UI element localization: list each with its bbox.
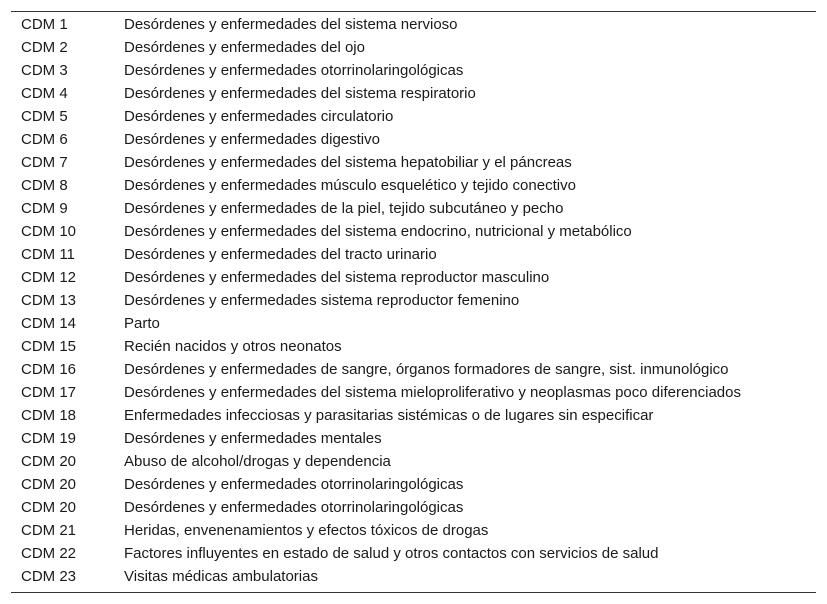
table-row: [11, 266, 816, 289]
cdm-description-cell: Desórdenes y enfermedades sistema reproductor femenino: [124, 292, 520, 309]
table-row: [11, 289, 816, 312]
cdm-description-cell: Desórdenes y enfermedades circulatorio: [124, 108, 394, 125]
cdm-table-body: [11, 13, 816, 588]
cdm-code-cell: CDM 6: [21, 131, 68, 148]
cdm-code-cell: CDM 16: [21, 361, 77, 378]
cdm-code-cell: CDM 17: [21, 384, 77, 401]
cdm-code-cell: CDM 12: [21, 269, 77, 286]
cdm-description-cell: Desórdenes y enfermedades de sangre, órganos formadores de sangre, sist. inmunológico: [124, 361, 729, 378]
table-row: [11, 427, 816, 450]
cdm-code-cell: CDM 18: [21, 407, 77, 424]
cdm-description-cell: Desórdenes y enfermedades otorrinolaringológicas: [124, 476, 464, 493]
cdm-table-container: [11, 11, 816, 593]
cdm-code-cell: CDM 15: [21, 338, 77, 355]
table-row: [11, 542, 816, 565]
cdm-description-cell: Desórdenes y enfermedades del sistema nervioso: [124, 16, 458, 33]
cdm-description-cell: Desórdenes y enfermedades del sistema endocrino, nutricional y metabólico: [124, 223, 632, 240]
cdm-code-cell: CDM 10: [21, 223, 77, 240]
table-row: [11, 473, 816, 496]
table-row: [11, 128, 816, 151]
cdm-description-cell: Factores influyentes en estado de salud y otros contactos con servicios de salud: [124, 545, 659, 562]
cdm-description-cell: Desórdenes y enfermedades otorrinolaringológicas: [124, 62, 464, 79]
table-row: [11, 358, 816, 381]
table-row: [11, 174, 816, 197]
table-row: [11, 496, 816, 519]
cdm-code-cell: CDM 20: [21, 453, 77, 470]
cdm-code-cell: CDM 14: [21, 315, 77, 332]
cdm-description-cell: Desórdenes y enfermedades mentales: [124, 430, 382, 447]
cdm-description-cell: Desórdenes y enfermedades del sistema reproductor masculino: [124, 269, 550, 286]
table-row: [11, 220, 816, 243]
cdm-description-cell: Enfermedades infecciosas y parasitarias sistémicas o de lugares sin especificar: [124, 407, 654, 424]
cdm-description-cell: Visitas médicas ambulatorias: [124, 568, 318, 585]
cdm-code-cell: CDM 5: [21, 108, 68, 125]
table-row: [11, 519, 816, 542]
table-row: [11, 312, 816, 335]
cdm-description-cell: Abuso de alcohol/drogas y dependencia: [124, 453, 391, 470]
table-row: [11, 381, 816, 404]
table-row: [11, 335, 816, 358]
cdm-description-cell: Desórdenes y enfermedades del sistema hepatobiliar y el páncreas: [124, 154, 572, 171]
cdm-description-cell: Desórdenes y enfermedades digestivo: [124, 131, 380, 148]
cdm-code-cell: CDM 9: [21, 200, 68, 217]
table-row: [11, 197, 816, 220]
cdm-code-cell: CDM 22: [21, 545, 77, 562]
cdm-code-cell: CDM 20: [21, 476, 77, 493]
cdm-code-cell: CDM 2: [21, 39, 68, 56]
table-row: [11, 243, 816, 266]
cdm-description-cell: Recién nacidos y otros neonatos: [124, 338, 342, 355]
cdm-code-cell: CDM 20: [21, 499, 77, 516]
cdm-description-cell: Desórdenes y enfermedades otorrinolaringológicas: [124, 499, 464, 516]
cdm-description-cell: Desórdenes y enfermedades músculo esquelético y tejido conectivo: [124, 177, 576, 194]
cdm-description-cell: Parto: [124, 315, 160, 332]
cdm-code-cell: CDM 11: [21, 246, 75, 263]
cdm-code-cell: CDM 8: [21, 177, 68, 194]
cdm-code-cell: CDM 19: [21, 430, 77, 447]
cdm-description-cell: Heridas, envenenamientos y efectos tóxicos de drogas: [124, 522, 489, 539]
cdm-description-cell: Desórdenes y enfermedades del sistema respiratorio: [124, 85, 476, 102]
table-row: [11, 59, 816, 82]
table-row: [11, 105, 816, 128]
cdm-code-cell: CDM 7: [21, 154, 68, 171]
table-row: [11, 36, 816, 59]
table-row: [11, 151, 816, 174]
table-row: [11, 82, 816, 105]
table-row: [11, 13, 816, 36]
cdm-code-cell: CDM 13: [21, 292, 77, 309]
cdm-description-cell: Desórdenes y enfermedades del ojo: [124, 39, 365, 56]
cdm-description-cell: Desórdenes y enfermedades del sistema mieloproliferativo y neoplasmas poco diferenciados: [124, 384, 741, 401]
cdm-description-cell: Desórdenes y enfermedades de la piel, tejido subcutáneo y pecho: [124, 200, 564, 217]
table-row: [11, 565, 816, 588]
cdm-code-cell: CDM 1: [21, 16, 68, 33]
cdm-code-cell: CDM 3: [21, 62, 68, 79]
cdm-code-cell: CDM 23: [21, 568, 77, 585]
cdm-code-cell: CDM 4: [21, 85, 68, 102]
cdm-table: [11, 13, 816, 588]
cdm-description-cell: Desórdenes y enfermedades del tracto urinario: [124, 246, 437, 263]
table-row: [11, 404, 816, 427]
table-row: [11, 450, 816, 473]
cdm-code-cell: CDM 21: [21, 522, 77, 539]
